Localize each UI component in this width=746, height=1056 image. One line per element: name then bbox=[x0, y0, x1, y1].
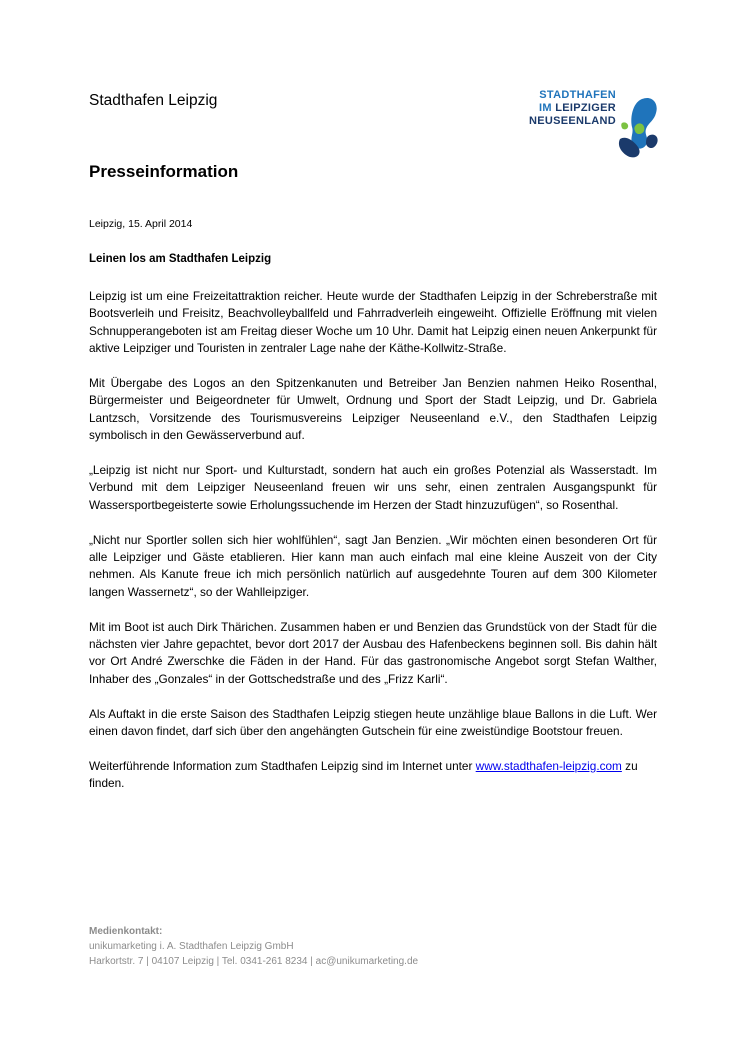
media-contact-address: Harkortstr. 7 | 04107 Leipzig | Tel. 0341-261 8234 | ac@unikumarketing.de bbox=[89, 956, 419, 967]
logo-line-2 bbox=[529, 102, 616, 115]
paragraph-6: Als Auftakt in die erste Saison des Stadthafen Leipzig stiegen heute unzählige blaue Ballons in die Luft. Wer einen davon findet, darf sich über den angehängten Gutschein für eine zweistündige Bootstour freuen. bbox=[89, 706, 657, 739]
logo-line-2-prefix: IM bbox=[539, 102, 552, 114]
closing-text-before: Weiterführende Information zum Stadthafen Leipzig sind im Internet unter bbox=[89, 758, 476, 773]
paragraph-3: „Leipzig ist nicht nur Sport- und Kulturstadt, sondern hat auch ein großes Potenzial als Wasserstadt. Im Verbund mit dem Leipziger Neuseenland freuen wir uns sehr, einen zentralen Ausgangspunkt für Wassersportbegeisterte sowie Erholungssuchende im Herzen der Stadt hinzuzufügen“, so Rosenthal. bbox=[89, 463, 657, 512]
logo-wordmark bbox=[529, 89, 616, 128]
website-link[interactable]: www.stadthafen-leipzig.com bbox=[475, 758, 622, 773]
logo-lakes-icon bbox=[616, 95, 660, 161]
header-organization: Stadthafen Leipzig bbox=[89, 92, 218, 109]
paragraph-5: Mit im Boot ist auch Dirk Thärichen. Zusammen haben er und Benzien das Grundstück von der Stadt für die nächsten vier Jahre gepachtet, bevor dort 2017 der Ausbau des Hafenbeckens beginnen soll. Bis dahin hält vor Ort André Zwerschke die Fäden in der Hand. Für das gastronomische Angebot sorgt Stefan Walther, Inhaber des „Gonzales“ in der Gottschedstraße und des „Frizz Karli“. bbox=[89, 619, 657, 686]
closing-paragraph bbox=[89, 758, 657, 793]
media-contact-company: unikumarketing i. A. Stadthafen Leipzig GmbH bbox=[89, 941, 294, 952]
logo-line-2-rest: LEIPZIGER bbox=[551, 102, 616, 114]
paragraph-1: Leipzig ist um eine Freizeitattraktion reicher. Heute wurde der Stadthafen Leipzig in der Schreberstraße mit Bootsverleih und Freisitz, Beachvolleyballfeld und Fahrradverleih eingeweiht. Offizielle Eröffnung mit vielen Schnupperangeboten ist am Freitag dieser Woche um 10 Uhr. Damit hat Leipzig einen neuen Ankerpunkt für aktive Leipziger und Touristen in zentraler Lage nahe der Käthe-Kollwitz-Straße. bbox=[89, 289, 657, 356]
press-headline: Leinen los am Stadthafen Leipzig bbox=[89, 253, 272, 265]
paragraph-4: „Nicht nur Sportler sollen sich hier wohlfühlen“, sagt Jan Benzien. „Wir möchten einen besonderen Ort für alle Leipziger und Gäste etablieren. Hier kann man auch einfach mal eine kleine Auszeit von der City nehmen. Als Kanute freue ich mich persönlich natürlich auf ausgedehnte Touren auf dem 300 Kilometer langen Wassernetz“, so der Wahlleipziger. bbox=[89, 532, 657, 599]
logo-line-3: NEUSEENLAND bbox=[528, 115, 616, 127]
media-contact-label: Medienkontakt: bbox=[89, 926, 163, 937]
document-title: Presseinformation bbox=[89, 162, 239, 181]
paragraph-2: Mit Übergabe des Logos an den Spitzenkanuten und Betreiber Jan Benzien nahmen Heiko Rosenthal, Bürgermeister und Beigeordneter für Umwelt, Ordnung und Sport der Stadt Leipzig, und Dr. Gabriela Lantzsch, Vorsitzende des Tourismusvereins Leipziger Neuseenland e.V., den Stadthafen Leipzig symbolisch in den Gewässerverbund auf. bbox=[89, 376, 657, 443]
document-date: Leipzig, 15. April 2014 bbox=[89, 218, 193, 230]
stadthafen-logo bbox=[528, 89, 660, 167]
closing-text-after: zu finden. bbox=[89, 758, 638, 791]
logo-line-1: STADTHAFEN bbox=[539, 89, 616, 101]
media-contact bbox=[89, 924, 418, 969]
press-body bbox=[89, 288, 657, 810]
